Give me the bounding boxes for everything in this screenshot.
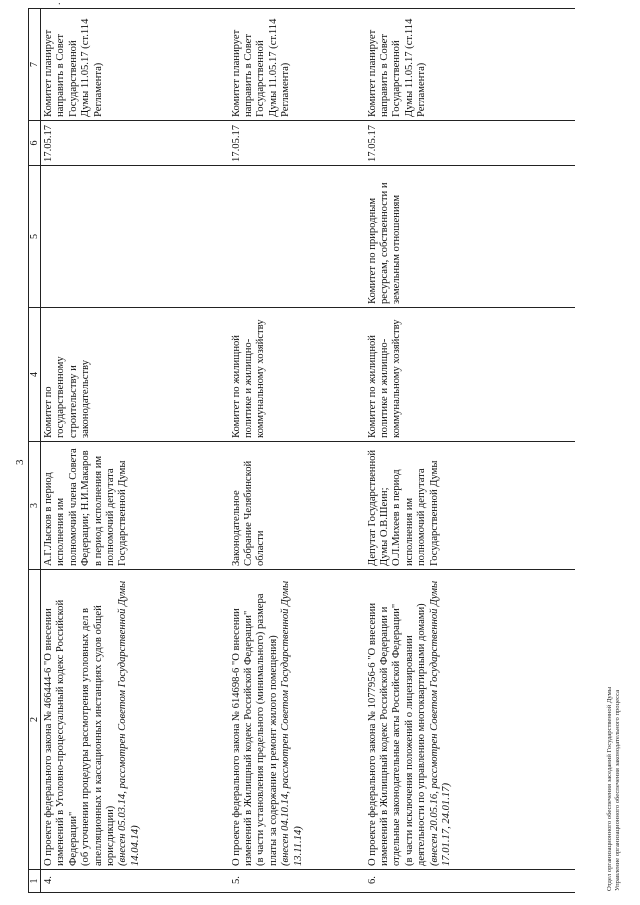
responsible-committee: Комитет по жилищной политике и жилищно-коммунальному хозяйству (365, 308, 575, 442)
page-number: 3 (14, 459, 26, 465)
table-row (365, 9, 575, 893)
table-row (41, 9, 229, 893)
co-committee (229, 166, 365, 308)
bill-description (41, 570, 229, 870)
planned-action: Комитет планирует направить в Совет Государственной Думы 11.05.17 (ст.114 Регламента) (365, 9, 575, 121)
planned-action: Комитет планирует направить в Совет Государственной Думы 11.05.17 (ст.114 Регламента) (41, 9, 229, 121)
bill-title: О проекте федерального закона № 1077956-6 "О внесении изменений в Жилищный кодекс Российской Федерации и отдельные законодательные акты Российской Федерации" (366, 602, 403, 866)
review-date: 17.05.17 (365, 121, 575, 166)
column-header-7: 7 (29, 9, 41, 121)
bill-title: О проекте федерального закона № 614698-6 "О внесении изменений в Жилищный кодекс Российской Федерации" (230, 608, 254, 866)
bill-note: (внесен 05.03.14, рассмотрен Советом Государственной Думы 14.04.14) (117, 580, 141, 866)
row-number: 6. (365, 870, 575, 893)
bill-detail: (об уточнении процедуры рассмотрения уголовных дел в апелляционных и кассационных инстанциях судов общей юрисдикции) (80, 605, 117, 866)
footer-line: Управление организационного обеспечения законодательного процесса (614, 689, 621, 891)
responsible-committee: Комитет по государственному строительству и законодательству (41, 308, 229, 442)
bill-author: Законодательное Собрание Челябинской области (229, 442, 365, 570)
review-date: 17.05.17 (229, 121, 365, 166)
bill-detail: (в части установления предельного (минимального) размера платы за содержание и ремонт жилого помещения) (255, 593, 279, 866)
bill-detail: (в части исключения положений о лицензировании деятельности по управлению многоквартирными домами) (403, 603, 428, 866)
footer-line: Отдел организационного обеспечения заседаний Государственной Думы (606, 686, 613, 891)
bill-note: (внесен 20.05.16, рассмотрен Советом Государственной Думы 17.01.17, 24.01.17) (428, 580, 452, 866)
column-header-4: 4 (29, 308, 41, 442)
bill-author: Депутат Государственной Думы О.В.Шеин; О.Л.Михеев в период исполнения им полномочий депутата Государственной Думы (365, 442, 575, 570)
review-date: 17.05.17 (41, 121, 229, 166)
co-committee: Комитет по природным ресурсам, собственности и земельным отношениям (365, 166, 575, 308)
column-header-5: 5 (29, 166, 41, 308)
agenda-table (28, 8, 575, 893)
planned-action: Комитет планирует направить в Совет Государственной Думы 11.05.17 (ст.114 Регламента) (229, 9, 365, 121)
table-row (229, 9, 365, 893)
bill-description (229, 570, 365, 870)
column-header-2: 2 (29, 570, 41, 870)
document-footer (606, 687, 622, 891)
bill-description (365, 570, 575, 870)
responsible-committee: Комитет по жилищной политике и жилищно-коммунальному хозяйству (229, 308, 365, 442)
row-number: 5. (229, 870, 365, 893)
bill-author: А.Г.Лысков в период исполнения им полномочий члена Совета Федерации; Н.И.Макаров в период исполнения им полномочий депутата Государственной Думы (41, 442, 229, 570)
column-header-6: 6 (29, 121, 41, 166)
column-header-1: 1 (29, 870, 41, 893)
co-committee (41, 166, 229, 308)
column-number-row (29, 9, 41, 893)
column-header-3: 3 (29, 442, 41, 570)
bill-note: (внесен 04.10.14, рассмотрен Советом Государственной Думы 13.11.14) (280, 580, 304, 866)
bill-title: О проекте федерального закона № 466444-6 "О внесении изменений в Уголовно-процессуальный кодекс Российской Федерации" (43, 599, 79, 866)
corner-mark: . (52, 2, 63, 5)
row-number: 4. (41, 870, 229, 893)
